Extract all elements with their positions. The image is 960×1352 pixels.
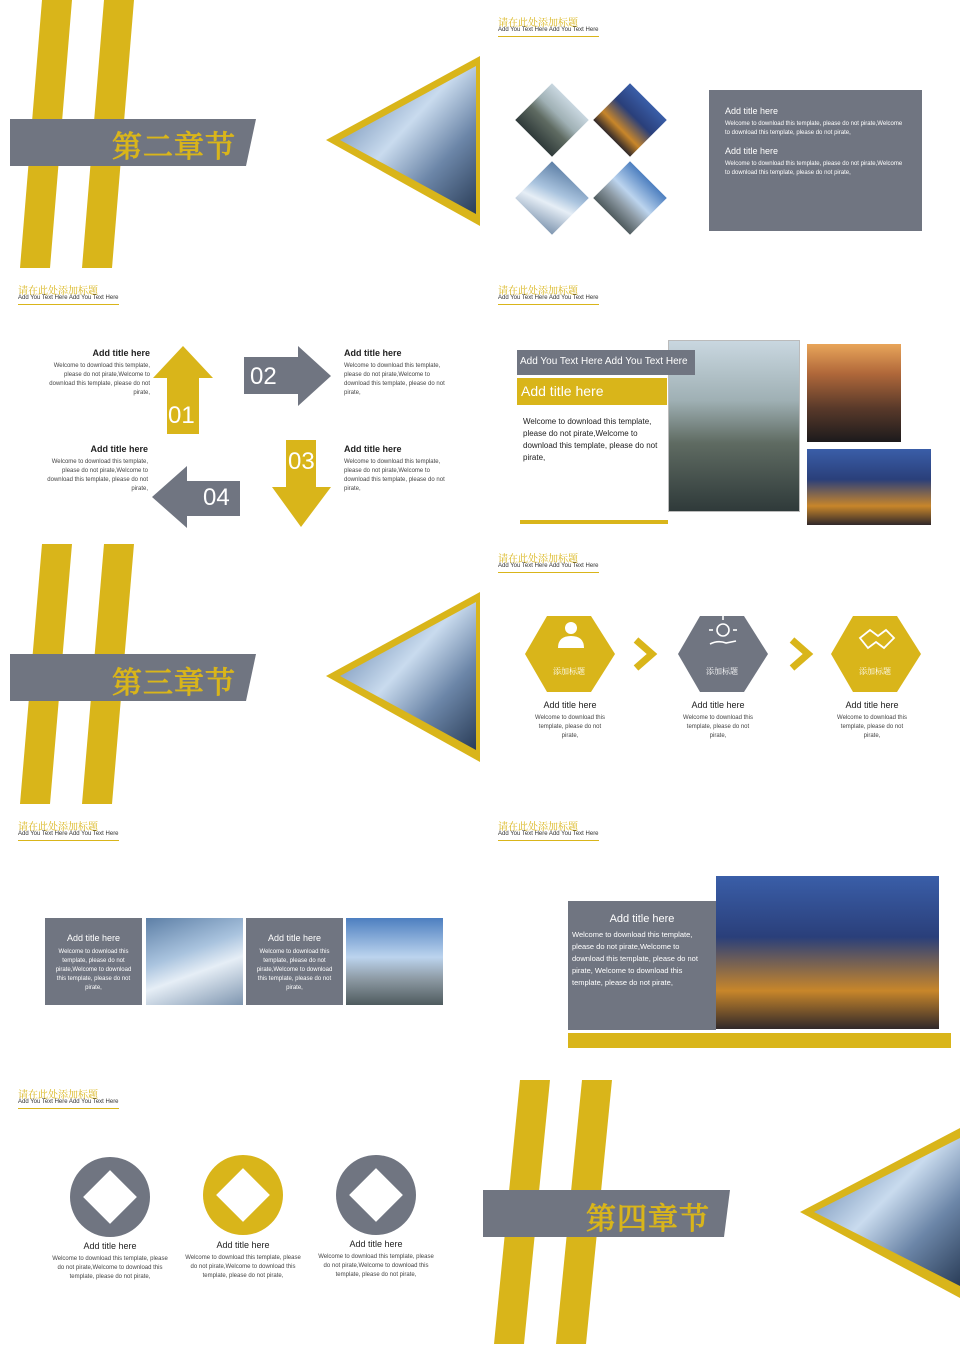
step-text-4 [36, 444, 148, 494]
hex-item-2 [682, 700, 754, 741]
step-title: Add title here [90, 444, 148, 454]
photo-tower [146, 918, 243, 1005]
step-text-1 [38, 348, 150, 398]
card-body: Welcome to download this template, please do not pirate,Welcome to download this template, please do not pirate, Welcome to download this template, please do not pirate, [572, 930, 698, 987]
hex-label: 添加标题 [706, 667, 738, 676]
item-body: Welcome to download this template, please do not pirate, [837, 715, 907, 739]
header-subtitle: Add You Text Here Add You Text Here [498, 295, 599, 305]
item-body: Welcome to download this template, please do not pirate,Welcome to download this template, please do not pirate, [52, 1256, 168, 1280]
step-body: Welcome to download this template, please do not pirate,Welcome to download this template, please do not pirate, [344, 363, 445, 396]
item-title: Add title here [543, 700, 597, 710]
step-title: Add title here [92, 348, 150, 358]
photo-coast [807, 449, 931, 525]
triangle-photo [326, 56, 480, 226]
step-body: Welcome to download this template, please do not pirate,Welcome to download this template, please do not pirate, [344, 459, 445, 492]
slide-diamond-gallery [480, 0, 960, 268]
body-text: Welcome to download this template, please do not pirate,Welcome to download this template, please do not pirate, [523, 417, 658, 462]
slide-chapter-four [480, 1072, 960, 1352]
item-title: Add title here [845, 700, 899, 710]
card-title: Add title here [66, 933, 121, 943]
card-body: Welcome to download this template, please do not pirate,Welcome to download this template, please do not pirate, [55, 949, 132, 991]
card-title: Add title here [725, 106, 779, 116]
card-title: Add title here [725, 146, 779, 156]
chapter-title: 第二章节 [112, 130, 236, 165]
card-body: Welcome to download this template, please do not pirate,Welcome to download this template, please do not pirate, [725, 161, 903, 176]
banner-gray: Add You Text Here Add You Text Here [517, 350, 695, 375]
card-title: Add title here [267, 933, 322, 943]
item-title: Add title here [349, 1239, 403, 1249]
card-body: Welcome to download this template, please do not pirate,Welcome to download this template, please do not pirate, [725, 121, 903, 136]
circle-item-3 [318, 1239, 434, 1280]
header-subtitle: Add You Text Here Add You Text Here [18, 295, 119, 305]
item-body: Welcome to download this template, please do not pirate, [535, 715, 605, 739]
photo-dusk [807, 344, 901, 442]
underline-bar [520, 520, 668, 524]
slide-card-row [0, 804, 480, 1072]
header-title: 请在此处添加标题 [498, 554, 578, 565]
header-subtitle: Add You Text Here Add You Text Here [498, 831, 599, 841]
slide-chapter-two [0, 0, 480, 268]
chapter-title: 第四章节 [586, 1202, 710, 1237]
header-title: 请在此处添加标题 [498, 18, 578, 29]
item-body: Welcome to download this template, please do not pirate,Welcome to download this template, please do not pirate, [318, 1254, 434, 1278]
hex-label: 添加标题 [859, 667, 891, 676]
photo-skyline [346, 918, 443, 1005]
step-number: 03 [288, 448, 315, 475]
step-body: Welcome to download this template, please do not pirate,Welcome to download this template, please do not pirate, [49, 363, 150, 396]
header-subtitle: Add You Text Here Add You Text Here [18, 1099, 119, 1109]
header-title: 请在此处添加标题 [18, 1090, 98, 1101]
header-title: 请在此处添加标题 [498, 286, 578, 297]
hex-label: 添加标题 [553, 667, 585, 676]
triangle-photo [326, 592, 480, 762]
title-bar: Add title here [517, 378, 667, 405]
item-body: Welcome to download this template, please do not pirate,Welcome to download this template, please do not pirate, [185, 1255, 301, 1279]
diamond-photo-2 [593, 83, 667, 157]
step-number: 01 [168, 402, 195, 429]
header-subtitle: Add You Text Here Add You Text Here [18, 831, 119, 841]
triangle-photo [800, 1128, 960, 1298]
card-body: Welcome to download this template, please do not pirate,Welcome to download this template, please do not pirate, [256, 949, 333, 991]
diamond-photo-4 [593, 161, 667, 235]
step-text-2 [344, 348, 456, 398]
circle-item-2 [185, 1240, 301, 1281]
item-title: Add title here [691, 700, 745, 710]
step-text-3 [344, 444, 456, 494]
header-subtitle: Add You Text Here Add You Text Here [498, 563, 599, 573]
header-title: 请在此处添加标题 [18, 286, 98, 297]
circle-item-1 [52, 1241, 168, 1282]
step-title: Add title here [344, 348, 402, 358]
slide-arrow-process [0, 268, 480, 536]
chapter-title: 第三章节 [112, 666, 236, 701]
circles [0, 1072, 480, 1340]
slide-hexagon-steps [480, 536, 960, 804]
header-title: 请在此处添加标题 [498, 822, 578, 833]
header-title: 请在此处添加标题 [18, 822, 98, 833]
item-title: Add title here [83, 1241, 137, 1251]
arrows [0, 268, 480, 536]
header-subtitle: Add You Text Here Add You Text Here [498, 27, 599, 37]
item-body: Welcome to download this template, please do not pirate, [683, 715, 753, 739]
text-card [709, 90, 922, 231]
step-body: Welcome to download this template, please do not pirate,Welcome to download this template, please do not pirate, [47, 459, 148, 492]
slide-banner-photos [480, 268, 960, 536]
slide-night-photo [480, 804, 960, 1072]
step-number: 02 [250, 363, 277, 390]
text-card [45, 918, 142, 1005]
night-photo [716, 876, 939, 1029]
diamond-photo-3 [515, 161, 589, 235]
card-title: Add title here [609, 913, 675, 925]
hex-item-1 [534, 700, 606, 741]
step-number: 04 [203, 484, 230, 511]
slide-circle-icons [0, 1072, 480, 1340]
diamond-photo-1 [515, 83, 589, 157]
step-title: Add title here [344, 444, 402, 454]
text-card [246, 918, 343, 1005]
item-title: Add title here [216, 1240, 270, 1250]
slide-chapter-three [0, 536, 480, 804]
text-card [568, 901, 716, 1030]
yellow-bar [568, 1033, 951, 1048]
hex-item-3 [836, 700, 908, 741]
